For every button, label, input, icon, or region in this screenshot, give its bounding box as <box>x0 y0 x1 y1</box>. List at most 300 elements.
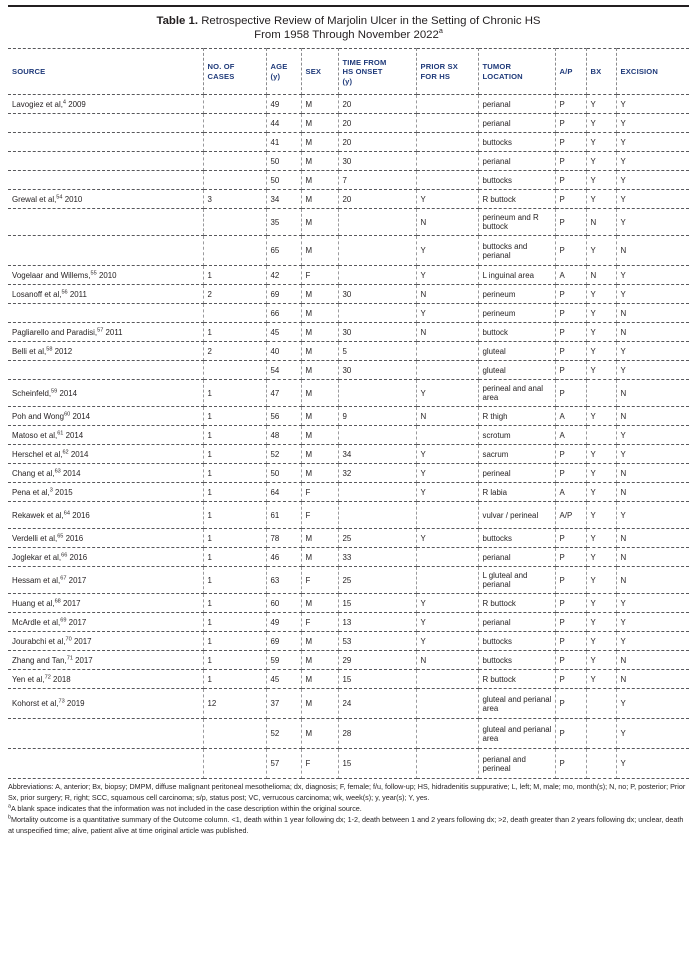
cell-prior-sx-for-hs: Y <box>416 483 478 502</box>
cell-source <box>8 749 203 779</box>
cell-time-from-hs-onset: 15 <box>338 594 416 613</box>
cell-no-of-cases: 1 <box>203 632 266 651</box>
cell-tumor-location: L inguinal area <box>478 266 555 285</box>
source-year: 2014 <box>60 468 81 478</box>
cell-ap: P <box>555 464 586 483</box>
table-row <box>8 502 689 529</box>
column-header-time-from-hs-onset <box>338 49 416 95</box>
cell-excision: Y <box>616 152 689 171</box>
cell-prior-sx-for-hs <box>416 567 478 594</box>
cell-time-from-hs-onset: 20 <box>338 190 416 209</box>
cell-no-of-cases <box>203 236 266 266</box>
cell-time-from-hs-onset: 30 <box>338 152 416 171</box>
cell-time-from-hs-onset: 20 <box>338 133 416 152</box>
cell-prior-sx-for-hs: N <box>416 407 478 426</box>
cell-no-of-cases: 1 <box>203 670 266 689</box>
table-row <box>8 95 689 114</box>
cell-prior-sx-for-hs <box>416 361 478 380</box>
source-name: Joglekar et al, <box>12 552 62 562</box>
source-year: 2014 <box>63 430 84 440</box>
table-row <box>8 567 689 594</box>
cell-source <box>8 266 203 285</box>
source-name: Chang et al, <box>12 468 55 478</box>
table-figure <box>0 5 697 957</box>
source-reference: 72 <box>44 674 51 681</box>
cell-tumor-location: gluteal <box>478 361 555 380</box>
cell-prior-sx-for-hs <box>416 670 478 689</box>
source-year: 2011 <box>103 327 123 337</box>
cell-no-of-cases: 1 <box>203 445 266 464</box>
cell-no-of-cases: 1 <box>203 594 266 613</box>
source-name: Losanoff et al, <box>12 289 62 299</box>
cell-ap: P <box>555 133 586 152</box>
table-row <box>8 613 689 632</box>
cell-source <box>8 209 203 236</box>
cell-excision: Y <box>616 502 689 529</box>
cell-bx: Y <box>586 502 616 529</box>
source-reference: 64 <box>63 510 70 517</box>
cell-ap: P <box>555 749 586 779</box>
table-row <box>8 445 689 464</box>
cell-age: 49 <box>266 613 301 632</box>
cell-sex: F <box>301 749 338 779</box>
cell-source <box>8 380 203 407</box>
cell-bx: Y <box>586 529 616 548</box>
cell-tumor-location: perianal <box>478 152 555 171</box>
table-row <box>8 342 689 361</box>
source-name: Hessam et al, <box>12 575 61 585</box>
cell-sex: M <box>301 361 338 380</box>
cell-time-from-hs-onset: 28 <box>338 719 416 749</box>
cell-prior-sx-for-hs: Y <box>416 632 478 651</box>
cell-excision: N <box>616 483 689 502</box>
cell-bx: Y <box>586 342 616 361</box>
source-reference: 59 <box>51 388 58 395</box>
cell-ap: P <box>555 95 586 114</box>
abbreviations-text: A, anterior; Bx, biopsy; DMPM, diffuse malignant peritoneal mesothelioma; dx, diagnosis; F, female; f/u, follow-up; HS, hidradenitis suppurative; L, left; M, male; mo, month(s); N, no; P, posterior; Prior Sx, prior surgery; R, right; SCC, squamous cell carcinoma; s/p, status post; VC, verrucous carcinoma; wk, week(s); y, year(s); Y, yes. <box>8 782 686 803</box>
cell-sex: M <box>301 529 338 548</box>
cell-age: 35 <box>266 209 301 236</box>
cell-excision: N <box>616 548 689 567</box>
table-row <box>8 529 689 548</box>
column-header-source <box>8 49 203 95</box>
cell-bx: Y <box>586 445 616 464</box>
cell-source <box>8 719 203 749</box>
cell-ap: P <box>555 632 586 651</box>
table-row <box>8 651 689 670</box>
source-year: 2017 <box>66 575 87 585</box>
cell-sex: M <box>301 114 338 133</box>
table-row <box>8 323 689 342</box>
source-name: Huang et al, <box>12 598 55 608</box>
cell-tumor-location: R buttock <box>478 190 555 209</box>
table-title-line1: Retrospective Review of Marjolin Ulcer in the Setting of Chronic HS <box>201 15 541 27</box>
cell-prior-sx-for-hs <box>416 171 478 190</box>
cell-age: 45 <box>266 670 301 689</box>
source-name: Belli et al, <box>12 346 47 356</box>
cell-ap: P <box>555 361 586 380</box>
footnote-b-text: Mortality outcome is a quantitative summary of the Outcome column. <1, death within 1 year following dx; 1-2, death between 1 and 2 years following dx; >2, death greater than 2 years following dx; unclear, death at unspecified time; alive, patient alive at time original article was published. <box>8 814 684 835</box>
cell-time-from-hs-onset: 30 <box>338 323 416 342</box>
cell-prior-sx-for-hs: Y <box>416 190 478 209</box>
cell-no-of-cases <box>203 95 266 114</box>
source-reference: 73 <box>58 698 65 705</box>
cell-tumor-location: vulvar / perineal <box>478 502 555 529</box>
table-row <box>8 171 689 190</box>
column-header-bx <box>586 49 616 95</box>
cell-time-from-hs-onset <box>338 483 416 502</box>
cell-time-from-hs-onset: 13 <box>338 613 416 632</box>
cell-ap: P <box>555 285 586 304</box>
cell-time-from-hs-onset: 9 <box>338 407 416 426</box>
cell-source <box>8 95 203 114</box>
cell-prior-sx-for-hs <box>416 114 478 133</box>
cell-bx: Y <box>586 323 616 342</box>
footnote-a-text: A blank space indicates that the information was not included in the case description within the original source. <box>11 804 362 813</box>
cell-prior-sx-for-hs <box>416 689 478 719</box>
header-line: NO. OF <box>207 62 235 72</box>
cell-source <box>8 426 203 445</box>
cell-source <box>8 689 203 719</box>
cell-ap: A <box>555 407 586 426</box>
cell-source <box>8 464 203 483</box>
cell-source <box>8 502 203 529</box>
cell-no-of-cases <box>203 152 266 171</box>
source-year: 2011 <box>67 289 87 299</box>
source-year: 2017 <box>60 598 81 608</box>
cell-age: 50 <box>266 464 301 483</box>
cell-bx: Y <box>586 632 616 651</box>
cell-tumor-location: R labia <box>478 483 555 502</box>
source-year: 2014 <box>57 388 78 398</box>
cell-time-from-hs-onset: 53 <box>338 632 416 651</box>
table-row <box>8 426 689 445</box>
cell-bx: Y <box>586 567 616 594</box>
source-year: 2018 <box>50 674 71 684</box>
cell-tumor-location: sacrum <box>478 445 555 464</box>
cell-age: 57 <box>266 749 301 779</box>
header-line: SEX <box>305 67 322 77</box>
cell-bx: N <box>586 209 616 236</box>
table-row <box>8 285 689 304</box>
column-header-prior-sx-for-hs <box>416 49 478 95</box>
cell-sex: M <box>301 464 338 483</box>
cell-age: 45 <box>266 323 301 342</box>
cell-sex: M <box>301 380 338 407</box>
cell-ap: P <box>555 613 586 632</box>
cell-bx: Y <box>586 407 616 426</box>
source-reference: 67 <box>60 575 67 582</box>
cell-time-from-hs-onset: 30 <box>338 285 416 304</box>
cell-excision: Y <box>616 613 689 632</box>
cell-no-of-cases <box>203 719 266 749</box>
cell-bx: Y <box>586 613 616 632</box>
cell-excision: Y <box>616 426 689 445</box>
cell-sex: F <box>301 266 338 285</box>
table-row <box>8 594 689 613</box>
cell-source <box>8 304 203 323</box>
source-year: 2009 <box>66 99 86 109</box>
cell-source <box>8 323 203 342</box>
table-row <box>8 266 689 285</box>
source-name: Kohorst et al, <box>12 699 59 709</box>
cell-sex: M <box>301 426 338 445</box>
cell-source <box>8 613 203 632</box>
cell-no-of-cases: 1 <box>203 407 266 426</box>
cell-no-of-cases <box>203 133 266 152</box>
header-line: TUMOR <box>482 62 512 72</box>
source-year: 2016 <box>70 510 90 520</box>
cell-sex: M <box>301 304 338 323</box>
cell-sex: M <box>301 342 338 361</box>
cell-time-from-hs-onset <box>338 236 416 266</box>
cell-sex: M <box>301 632 338 651</box>
cell-tumor-location: gluteal <box>478 342 555 361</box>
cell-age: 48 <box>266 426 301 445</box>
source-reference: 3 <box>49 487 53 494</box>
cell-sex: M <box>301 651 338 670</box>
cell-time-from-hs-onset <box>338 380 416 407</box>
cell-no-of-cases: 2 <box>203 342 266 361</box>
cell-age: 69 <box>266 632 301 651</box>
cell-excision: N <box>616 529 689 548</box>
cell-source <box>8 114 203 133</box>
table-title <box>8 7 689 48</box>
cell-source <box>8 548 203 567</box>
source-reference: 60 <box>64 411 71 418</box>
cell-no-of-cases: 1 <box>203 464 266 483</box>
cell-sex: M <box>301 236 338 266</box>
cell-bx <box>586 749 616 779</box>
cell-time-from-hs-onset: 15 <box>338 670 416 689</box>
table-row <box>8 719 689 749</box>
cell-excision: Y <box>616 114 689 133</box>
cell-source <box>8 407 203 426</box>
cell-time-from-hs-onset: 34 <box>338 445 416 464</box>
source-year: 2016 <box>63 533 84 543</box>
cell-age: 46 <box>266 548 301 567</box>
header-line: BX <box>590 67 602 77</box>
cell-tumor-location: buttocks <box>478 529 555 548</box>
cell-age: 69 <box>266 285 301 304</box>
header-line: LOCATION <box>482 71 523 81</box>
cell-excision: Y <box>616 594 689 613</box>
cell-age: 37 <box>266 689 301 719</box>
cell-age: 44 <box>266 114 301 133</box>
cell-excision: Y <box>616 285 689 304</box>
source-reference: 55 <box>90 270 97 277</box>
cell-age: 66 <box>266 304 301 323</box>
cell-no-of-cases: 1 <box>203 529 266 548</box>
cell-time-from-hs-onset <box>338 304 416 323</box>
cell-tumor-location: buttocks and perianal <box>478 236 555 266</box>
source-name: Matoso et al, <box>12 430 58 440</box>
source-name: Vogelaar and Willems, <box>12 270 91 280</box>
cell-ap: P <box>555 380 586 407</box>
cell-ap: P <box>555 152 586 171</box>
cell-ap: P <box>555 689 586 719</box>
cell-time-from-hs-onset: 33 <box>338 548 416 567</box>
column-header-age <box>266 49 301 95</box>
source-name: McArdle et al, <box>12 617 61 627</box>
source-reference: 61 <box>57 430 64 437</box>
cell-prior-sx-for-hs: Y <box>416 464 478 483</box>
cell-excision: N <box>616 304 689 323</box>
header-line: TIME FROM <box>342 57 387 67</box>
column-header-sex <box>301 49 338 95</box>
cell-tumor-location: perianal and perineal <box>478 749 555 779</box>
cell-time-from-hs-onset: 24 <box>338 689 416 719</box>
cell-prior-sx-for-hs: N <box>416 651 478 670</box>
cell-bx: Y <box>586 171 616 190</box>
cell-ap: P <box>555 209 586 236</box>
cell-no-of-cases <box>203 209 266 236</box>
table-row <box>8 749 689 779</box>
cell-no-of-cases <box>203 304 266 323</box>
cell-ap: P <box>555 529 586 548</box>
cell-bx: Y <box>586 483 616 502</box>
cell-no-of-cases: 1 <box>203 613 266 632</box>
table-row <box>8 632 689 651</box>
cell-no-of-cases <box>203 171 266 190</box>
cell-tumor-location: buttocks <box>478 632 555 651</box>
column-header-tumor-location <box>478 49 555 95</box>
cell-excision: Y <box>616 689 689 719</box>
cell-no-of-cases: 1 <box>203 426 266 445</box>
cell-tumor-location: buttock <box>478 323 555 342</box>
cell-bx: Y <box>586 236 616 266</box>
cell-excision: Y <box>616 209 689 236</box>
cell-ap: A <box>555 426 586 445</box>
cell-prior-sx-for-hs <box>416 548 478 567</box>
footnote-b-marker: b <box>8 814 11 821</box>
cell-age: 65 <box>266 236 301 266</box>
cell-bx: Y <box>586 95 616 114</box>
cell-bx <box>586 719 616 749</box>
cell-sex: M <box>301 190 338 209</box>
cell-ap: P <box>555 719 586 749</box>
cell-sex: M <box>301 689 338 719</box>
cell-sex: M <box>301 323 338 342</box>
cell-source <box>8 171 203 190</box>
cell-tumor-location: perineum and R buttock <box>478 209 555 236</box>
cell-prior-sx-for-hs: Y <box>416 594 478 613</box>
cell-tumor-location: L gluteal and perianal <box>478 567 555 594</box>
cell-no-of-cases: 1 <box>203 380 266 407</box>
source-reference: 69 <box>60 617 67 624</box>
cell-sex: M <box>301 445 338 464</box>
source-year: 2010 <box>62 194 83 204</box>
cell-source <box>8 285 203 304</box>
cell-excision: N <box>616 236 689 266</box>
source-year: 2010 <box>96 270 117 280</box>
title-footnote-marker: a <box>438 26 443 36</box>
data-table <box>8 48 689 779</box>
cell-sex: M <box>301 95 338 114</box>
table-row <box>8 114 689 133</box>
cell-time-from-hs-onset <box>338 209 416 236</box>
cell-excision: Y <box>616 266 689 285</box>
cell-excision: N <box>616 407 689 426</box>
cell-age: 34 <box>266 190 301 209</box>
footnotes <box>8 779 689 836</box>
source-reference: 58 <box>46 346 53 353</box>
cell-no-of-cases <box>203 361 266 380</box>
column-header-cases <box>203 49 266 95</box>
cell-age: 59 <box>266 651 301 670</box>
cell-excision: N <box>616 670 689 689</box>
table-row <box>8 209 689 236</box>
cell-excision: Y <box>616 133 689 152</box>
cell-prior-sx-for-hs <box>416 133 478 152</box>
cell-bx: Y <box>586 464 616 483</box>
table-row <box>8 361 689 380</box>
source-name: Poh and Wong <box>12 411 65 421</box>
cell-prior-sx-for-hs <box>416 342 478 361</box>
cell-no-of-cases: 1 <box>203 502 266 529</box>
table-row <box>8 152 689 171</box>
cell-sex: M <box>301 209 338 236</box>
header-line: SOURCE <box>12 67 46 77</box>
table-body <box>8 95 689 779</box>
cell-age: 54 <box>266 361 301 380</box>
cell-sex: M <box>301 171 338 190</box>
cell-tumor-location: perianal <box>478 114 555 133</box>
cell-bx <box>586 689 616 719</box>
header-line: (y) <box>342 76 353 86</box>
cell-excision: Y <box>616 719 689 749</box>
cell-prior-sx-for-hs: N <box>416 285 478 304</box>
source-year: 2016 <box>67 552 88 562</box>
source-name: Rekawek et al, <box>12 510 64 520</box>
cell-ap: P <box>555 548 586 567</box>
column-header-ap <box>555 49 586 95</box>
cell-ap: P <box>555 171 586 190</box>
cell-source <box>8 651 203 670</box>
cell-age: 50 <box>266 171 301 190</box>
cell-excision: Y <box>616 171 689 190</box>
footnote-abbreviations <box>8 782 689 804</box>
cell-age: 78 <box>266 529 301 548</box>
table-row <box>8 304 689 323</box>
source-year: 2019 <box>64 699 85 709</box>
source-name: Jourabchi et al, <box>12 636 66 646</box>
cell-excision: Y <box>616 342 689 361</box>
source-reference: 57 <box>97 327 104 334</box>
source-reference: 4 <box>62 99 67 106</box>
cell-prior-sx-for-hs: Y <box>416 529 478 548</box>
cell-bx: Y <box>586 304 616 323</box>
cell-prior-sx-for-hs: Y <box>416 380 478 407</box>
cell-bx <box>586 380 616 407</box>
cell-prior-sx-for-hs <box>416 426 478 445</box>
cell-tumor-location: R thigh <box>478 407 555 426</box>
table-row <box>8 670 689 689</box>
column-header-excision <box>616 49 689 95</box>
cell-source <box>8 152 203 171</box>
cell-age: 49 <box>266 95 301 114</box>
cell-prior-sx-for-hs: Y <box>416 266 478 285</box>
table-row <box>8 190 689 209</box>
table-row <box>8 689 689 719</box>
source-year: 2017 <box>66 617 87 627</box>
cell-source <box>8 529 203 548</box>
cell-no-of-cases: 3 <box>203 190 266 209</box>
cell-age: 40 <box>266 342 301 361</box>
source-name: Herschel et al, <box>12 449 63 459</box>
cell-excision: Y <box>616 190 689 209</box>
cell-time-from-hs-onset: 15 <box>338 749 416 779</box>
